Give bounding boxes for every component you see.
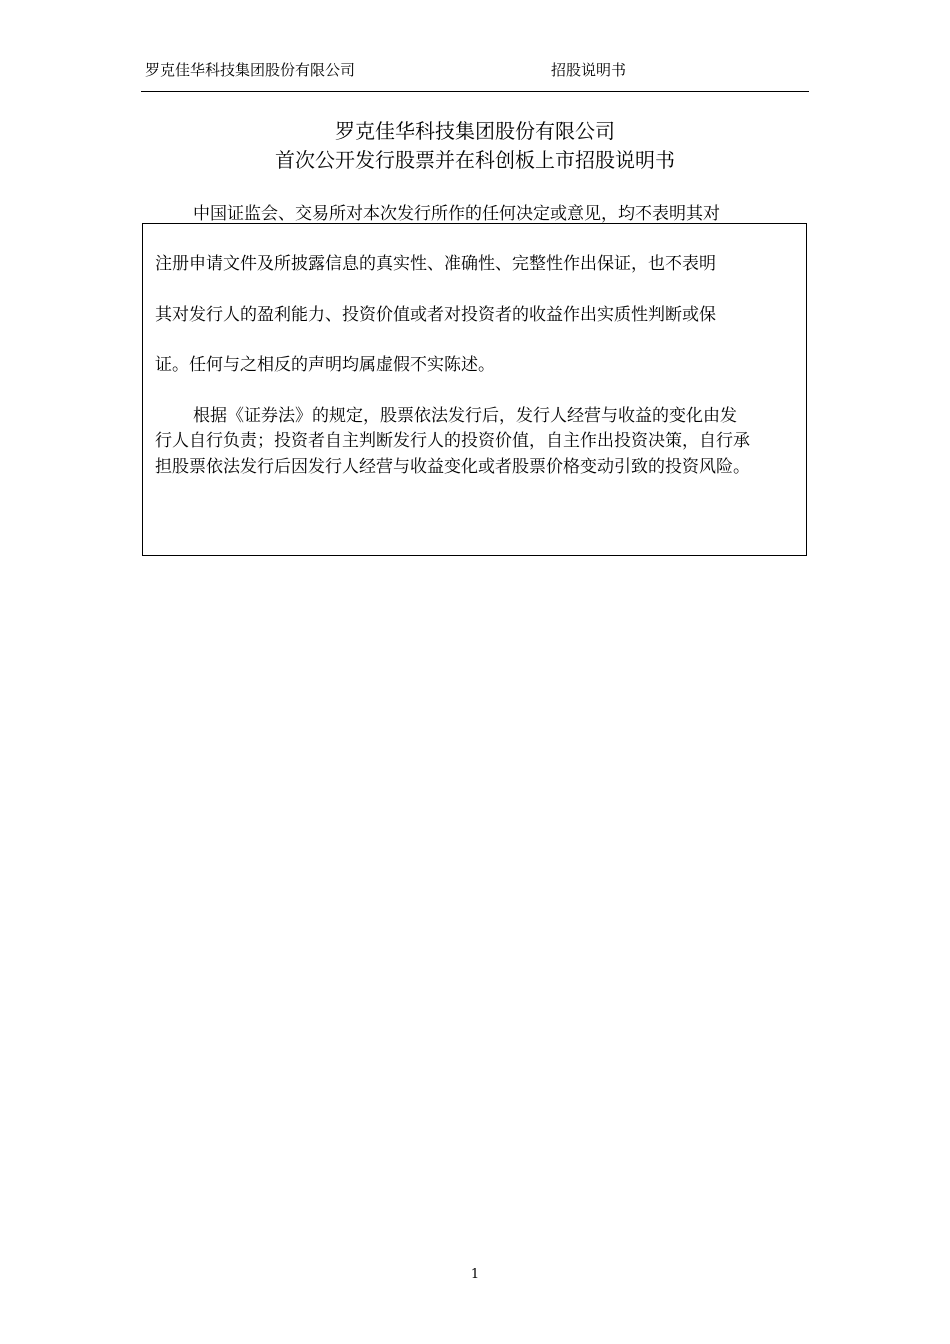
header-document-name: 招股说明书: [551, 61, 627, 79]
notice-line: 证。任何与之相反的声明均属虚假不实陈述。: [155, 355, 495, 375]
notice-line: 注册申请文件及所披露信息的真实性、准确性、完整性作出保证，也不表明: [155, 254, 716, 274]
document-title-company: 罗克佳华科技集团股份有限公司: [335, 119, 615, 143]
page-number: 1: [470, 1267, 480, 1282]
header-divider: [141, 91, 809, 92]
notice-line: 其对发行人的盈利能力、投资价值或者对投资者的收益作出实质性判断或保: [155, 305, 716, 325]
document-title-prospectus: 首次公开发行股票并在科创板上市招股说明书: [275, 148, 675, 172]
notice-line: 中国证监会、交易所对本次发行所作的任何决定或意见，均不表明其对: [193, 204, 720, 224]
notice-line: 行人自行负责；投资者自主判断发行人的投资价值，自主作出投资决策，自行承: [155, 431, 750, 451]
notice-line: 担股票依法发行后因发行人经营与收益变化或者股票价格变动引致的投资风险。: [155, 457, 750, 477]
notice-line: 根据《证券法》的规定，股票依法发行后，发行人经营与收益的变化由发: [193, 406, 737, 426]
header-company-name: 罗克佳华科技集团股份有限公司: [145, 61, 356, 79]
